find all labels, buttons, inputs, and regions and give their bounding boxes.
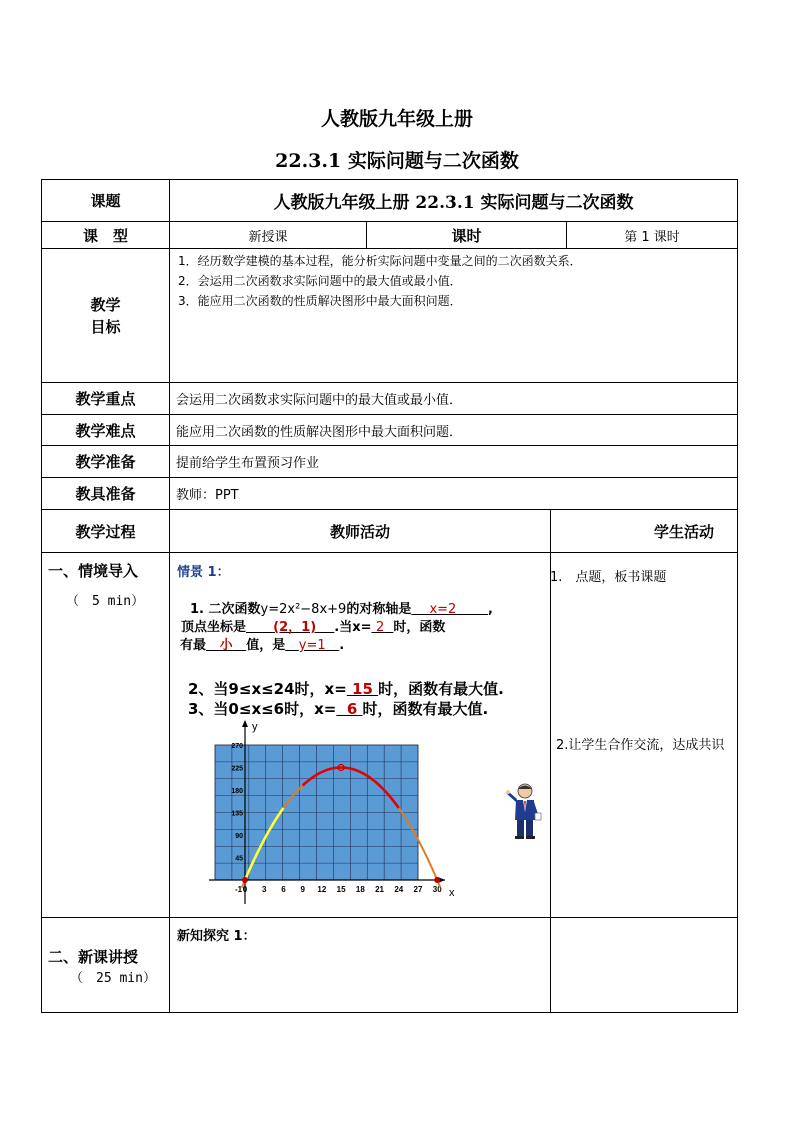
x-tick-label: 27 (413, 885, 423, 894)
key-label: 教学重点 (41, 382, 170, 415)
root-point (434, 877, 440, 883)
new-explore-label: 新知探究 1： (177, 929, 256, 944)
x-tick-label: 12 (317, 885, 327, 894)
root-point (242, 877, 248, 883)
y-tick-label: 225 (231, 765, 243, 773)
x-tick-label: 9 (300, 885, 305, 894)
x-tick-label: 3 (261, 885, 267, 894)
difficulty-value: 能应用二次函数的性质解决图形中最大面积问题． (169, 414, 738, 446)
y-tick-label: 135 (231, 810, 243, 818)
teacher-activity-header: 教师活动 (169, 509, 551, 553)
x-tick-label: -1 (235, 885, 243, 894)
teacher-figure-icon (505, 782, 543, 840)
x-tick-label: 15 (336, 885, 346, 894)
process-label: 教学过程 (41, 509, 170, 553)
key-value: 会运用二次函数求实际问题中的最大值或最小值． (169, 382, 738, 415)
x-axis-label: x (449, 887, 455, 899)
answer-vertex: (2，1) (273, 620, 317, 635)
section1-label: 一、情境导入 (48, 562, 139, 580)
type-value: 新授课 (169, 221, 367, 249)
section2-student-cell (550, 917, 738, 1013)
doc-title-1: 人教版九年级上册 (320, 108, 473, 130)
answer-axis: x=2 (429, 602, 457, 617)
x-tick-label: 30 (432, 885, 442, 894)
tools-label: 教具准备 (41, 477, 170, 510)
y-axis-label: y (252, 721, 258, 733)
x-tick-label: 21 (375, 885, 385, 894)
prep-label: 教学准备 (41, 445, 170, 478)
goals-label-line1: 教学 (90, 295, 121, 314)
doc-title-2: 22.3.1 实际问题与二次函数 (275, 150, 519, 172)
y-axis-arrow (242, 720, 248, 727)
x-tick-label: 18 (355, 885, 365, 894)
topic-value: 人教版九年级上册 22.3.1 实际问题与二次函数 (169, 179, 738, 222)
y-tick-label: 45 (235, 855, 243, 863)
student-activity-1: 1. 点题，板书课题 (550, 570, 667, 585)
section1-time: （ 5 min） (66, 594, 145, 609)
type-label: 课 型 (41, 221, 170, 249)
answer-q3: 6 (346, 700, 358, 718)
goals-label (41, 248, 170, 383)
student-activity-2: 2.让学生合作交流，达成共识 (556, 738, 725, 753)
period-label: 课时 (366, 221, 567, 249)
x-tick-label: 24 (394, 885, 404, 894)
section2-time: （ 25 min） (70, 971, 156, 986)
y-tick-label: 90 (235, 833, 243, 840)
question-1-line1: 1. 二次函数y=2x²−8x+9的对称轴是 x=2 , (190, 602, 493, 617)
difficulty-label: 教学难点 (41, 414, 170, 446)
question-1-line3: 有最 小 值，是 y=1 . (180, 638, 345, 653)
period-value: 第 1 课时 (566, 221, 738, 249)
y-tick-label: 180 (231, 788, 243, 795)
answer-value: y=1 (298, 638, 326, 653)
scene-label: 情景 1： (177, 565, 230, 580)
goals-label-line2: 目标 (90, 317, 121, 336)
x-tick-label: 0 (242, 885, 248, 894)
section2-label: 二、新课讲授 (48, 948, 139, 966)
tools-value: 教师：PPT (169, 477, 738, 510)
answer-q2: 15 (352, 680, 373, 698)
topic-label: 课题 (41, 179, 170, 222)
question-3: 3、当0≤x≤6时，x= 6 时，函数有最大值. (188, 700, 489, 718)
goal-item: 3．能应用二次函数的性质解决图形中最大面积问题． (178, 294, 462, 308)
goal-item: 2．会运用二次函数求实际问题中的最大值或最小值． (178, 274, 462, 288)
question-1-line2: 顶点坐标是 (2，1) .当x= 2 时，函数 (181, 620, 446, 635)
prep-value: 提前给学生布置预习作业 (169, 445, 738, 478)
question-2: 2、当9≤x≤24时，x= 15 时，函数有最大值. (188, 680, 504, 698)
answer-min: 小 (219, 638, 233, 653)
goal-item: 1．经历数学建模的基本过程，能分析实际问题中变量之间的二次函数关系． (178, 254, 582, 268)
y-tick-label: 270 (231, 743, 243, 750)
answer-x: 2 (376, 620, 385, 635)
x-tick-label: 6 (281, 885, 286, 894)
parabola-chart (205, 718, 465, 913)
student-activity-header: 学生活动 (550, 509, 738, 553)
